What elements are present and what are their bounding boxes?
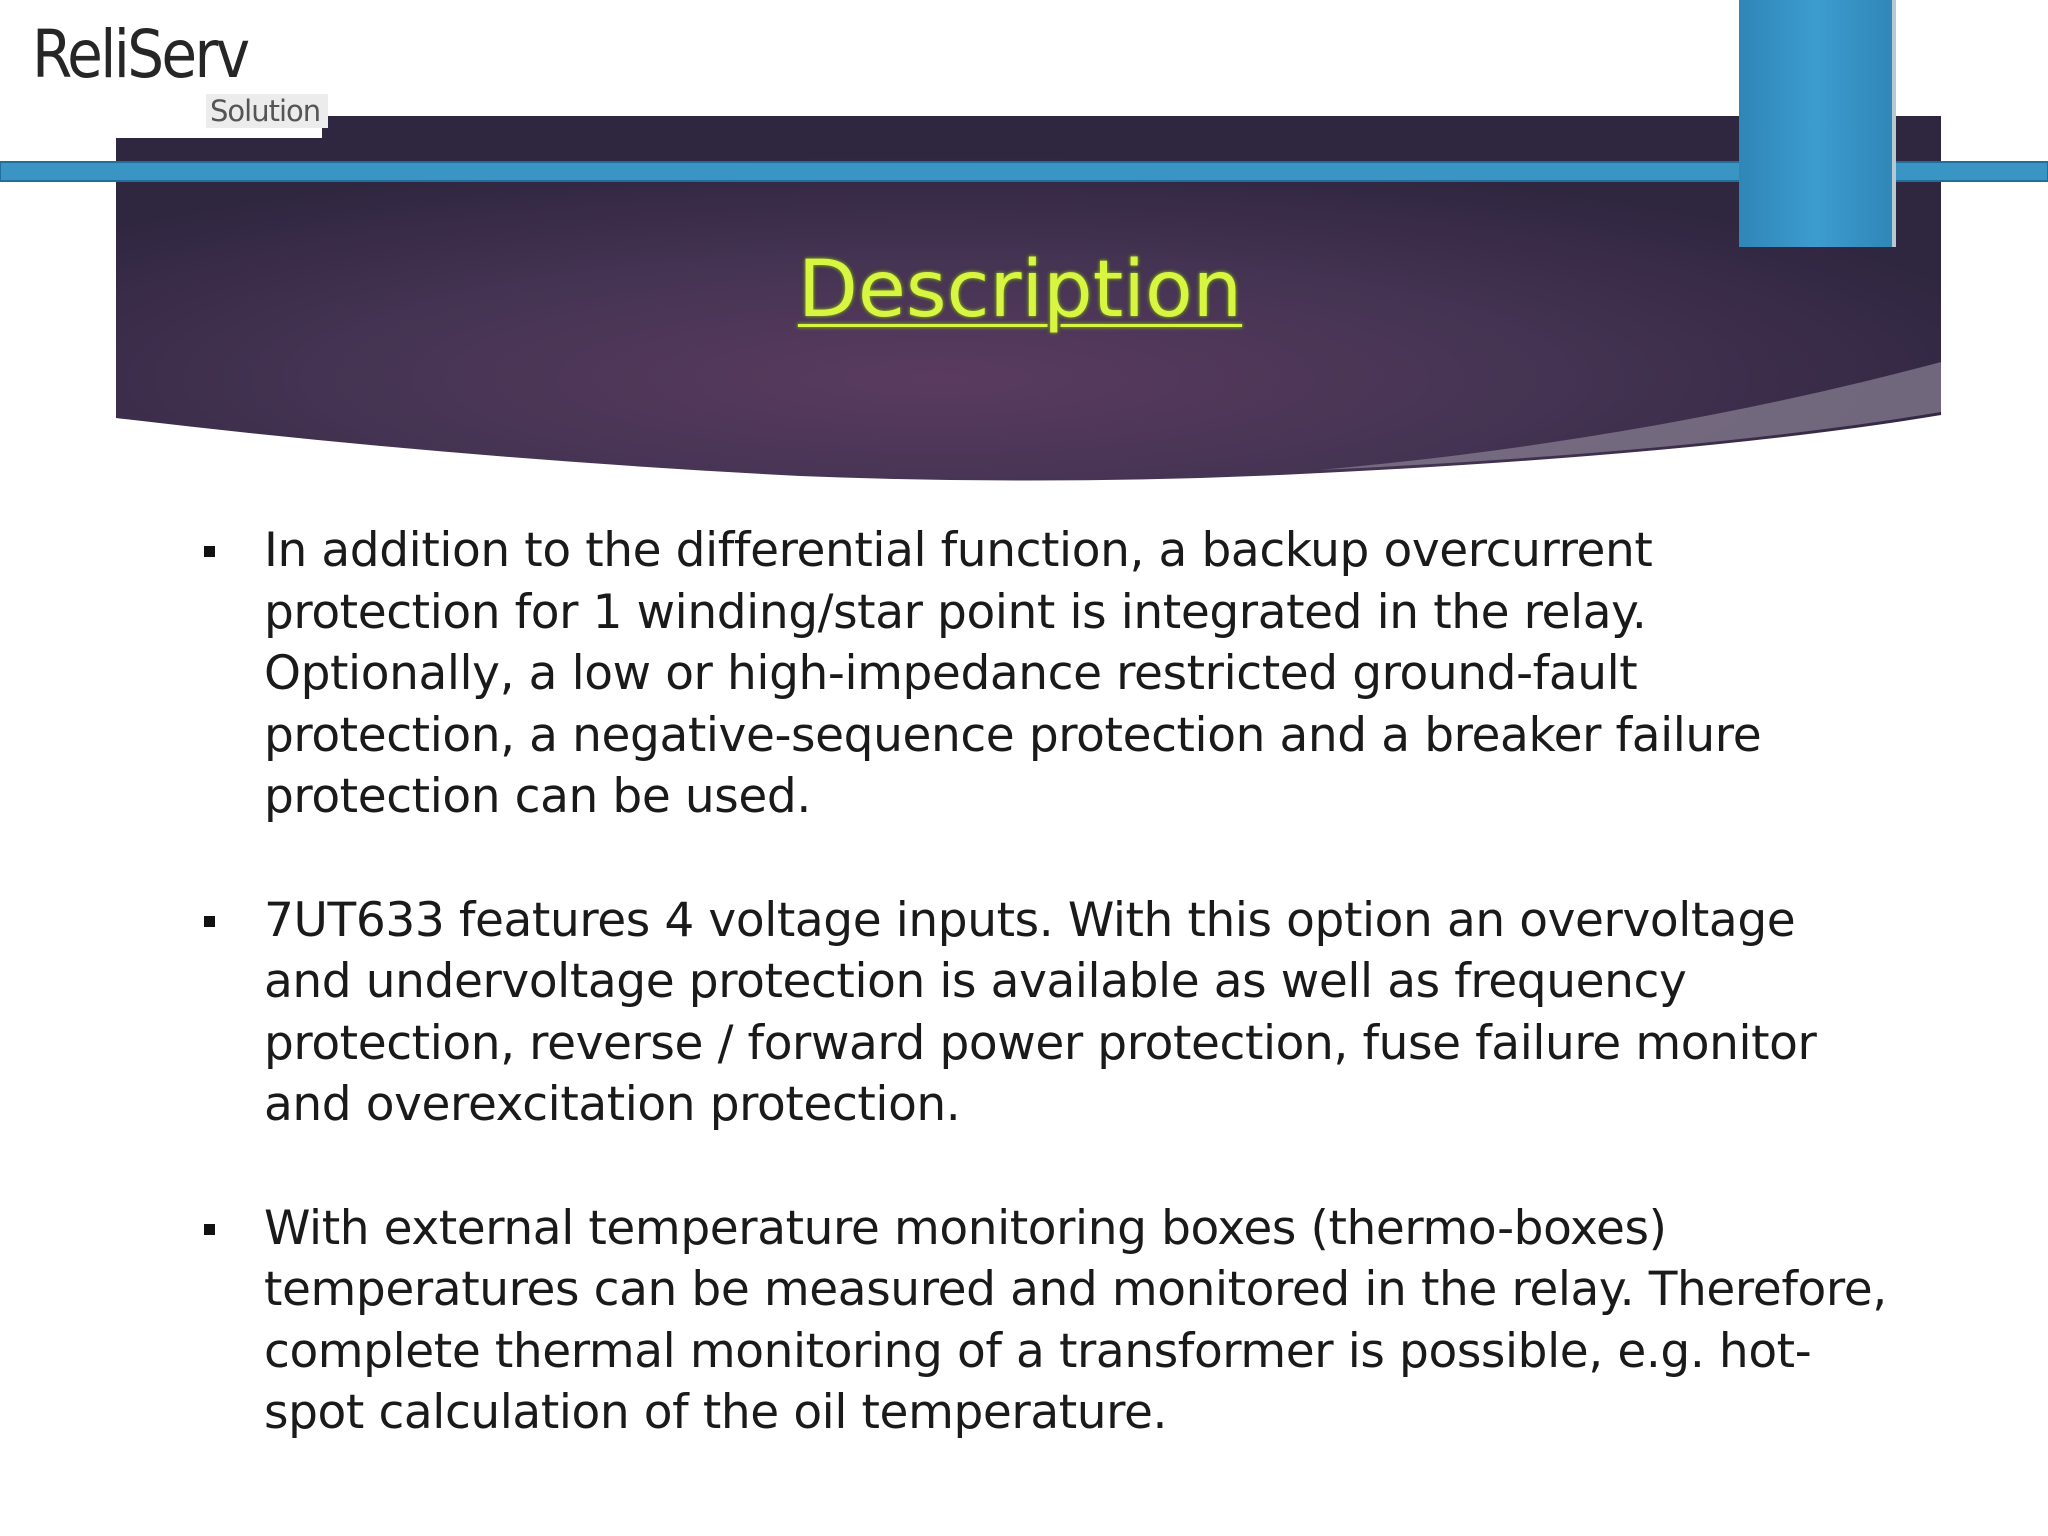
accent-tab: [1739, 0, 1894, 247]
bullet-text: With external temperature monitoring boxes (thermo-boxes) temperatures can be measured and monitored in the relay. Therefore, complete thermal monitoring of a transformer is possible, e.g. hot-spot calculation of the oil temperature.: [264, 1200, 1887, 1440]
accent-tab-shadow: [1892, 0, 1896, 247]
company-logo: [0, 0, 322, 138]
square-bullet-icon: [204, 1224, 215, 1235]
logo-tagline: Solution: [206, 94, 328, 128]
bullet-item: [196, 1198, 1896, 1444]
bullet-text: 7UT633 features 4 voltage inputs. With this option an overvoltage and undervoltage protection is available as well as frequency protection, reverse / forward power protection, fuse failure monitor and overexcitation protection.: [264, 892, 1817, 1132]
logo-wordmark: ReliServ: [32, 16, 248, 93]
bullet-item: [196, 890, 1896, 1136]
bullet-list: [196, 520, 1896, 1506]
bullet-item: [196, 520, 1896, 828]
square-bullet-icon: [204, 916, 215, 927]
square-bullet-icon: [204, 546, 215, 557]
slide-title: Description: [797, 245, 1243, 335]
bullet-text: In addition to the differential function, a backup overcurrent protection for 1 winding/star point is integrated in the relay. Optionally, a low or high-impedance restricted ground-fault protection, a negative-sequence protection and a breaker failure protection can be used.: [264, 523, 1762, 824]
